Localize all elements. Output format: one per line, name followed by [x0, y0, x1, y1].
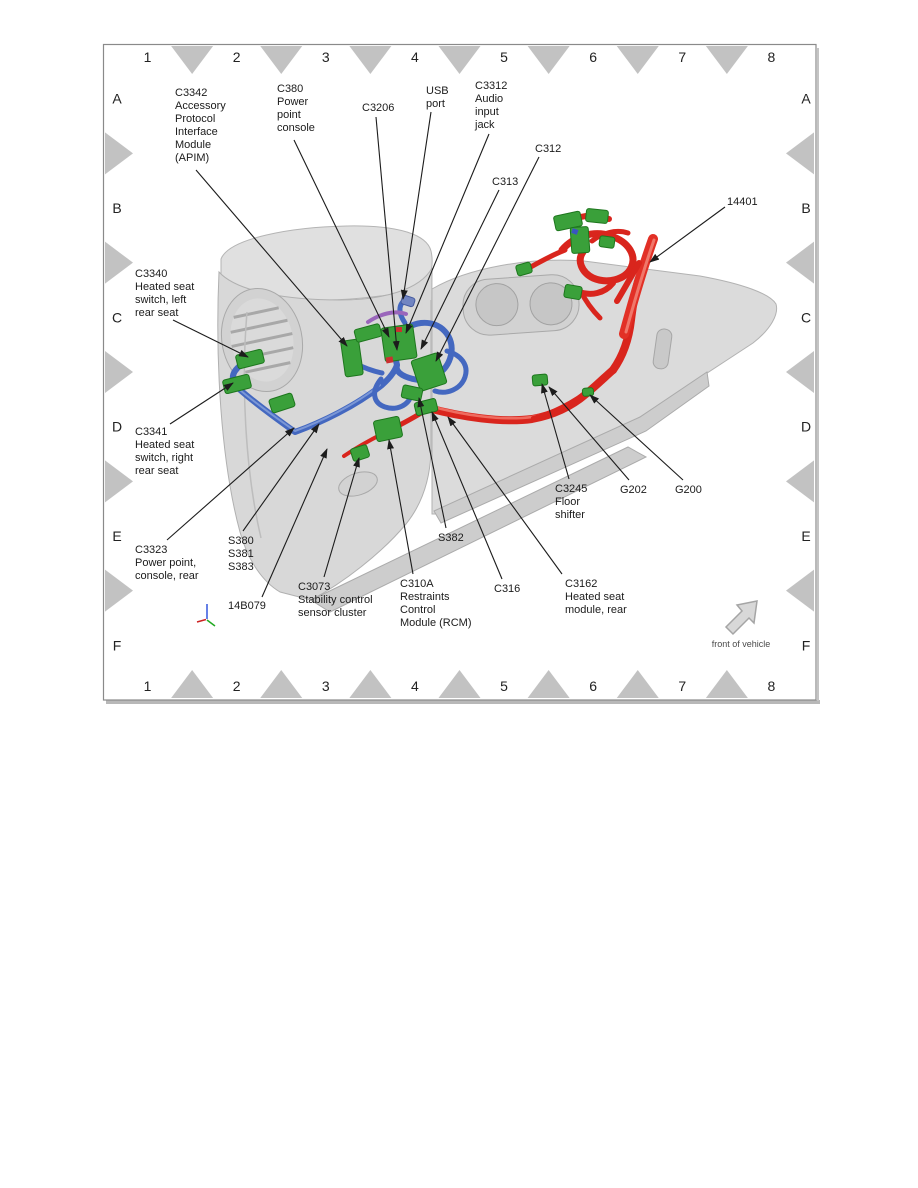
label-g200: G200 [675, 484, 702, 496]
grid-row-left-D: D [111, 418, 123, 435]
grid-col-bottom-2: 2 [232, 678, 241, 694]
grid-col-top-2: 2 [232, 49, 241, 65]
grid-col-top-7: 7 [678, 49, 687, 65]
grid-col-top-6: 6 [589, 49, 598, 65]
grid-col-bottom-8: 8 [767, 678, 776, 694]
label-s380-s381-s383: S380 S381 S383 [228, 535, 254, 573]
front-of-vehicle-label: front of vehicle [711, 639, 771, 649]
grid-col-top-5: 5 [500, 49, 508, 65]
label-c3340: C3340 Heated seat switch, left rear seat [135, 268, 195, 319]
label-c3341: C3341 Heated seat switch, right rear seat [135, 426, 195, 477]
grid-row-right-A: A [801, 90, 811, 107]
label-c3206: C3206 [362, 102, 395, 114]
label-c316: C316 [494, 583, 521, 595]
grid-row-left-F: F [112, 637, 122, 654]
grid-row-right-C: C [800, 309, 812, 326]
label-p14401: 14401 [727, 196, 758, 208]
grid-row-right-F: F [801, 637, 811, 654]
grid-row-right-D: D [800, 418, 812, 435]
grid-col-top-1: 1 [143, 49, 152, 65]
label-c3342: C3342 Accessory Protocol Interface Module (APIM) [175, 87, 226, 164]
grid-row-left-C: C [111, 309, 123, 326]
label-c3323: C3323 Power point, console, rear [135, 544, 199, 582]
rear-harness-2-connector [585, 208, 608, 223]
label-c3312: C3312 Audio input jack [475, 80, 508, 131]
grid-col-top-4: 4 [411, 49, 419, 65]
label-c380: C380 Power point console [277, 83, 315, 134]
grid-row-right-B: B [801, 200, 811, 216]
rear-harness-5-connector [564, 284, 583, 300]
label-usb-port: USB port [426, 85, 449, 110]
label-c313: C313 [492, 176, 519, 188]
label-c3073: C3073 Stability control sensor cluster [298, 581, 373, 619]
label-p14b079: 14B079 [228, 600, 266, 612]
grid-col-bottom-7: 7 [678, 678, 687, 694]
grid-col-top-3: 3 [321, 49, 330, 65]
grid-row-left-A: A [112, 90, 122, 107]
c3245-shifter-connector [532, 374, 548, 386]
grid-col-bottom-3: 3 [321, 678, 330, 694]
grid-col-bottom-4: 4 [411, 678, 419, 694]
label-s382: S382 [438, 532, 464, 544]
rear-harness-4-connector [599, 236, 615, 249]
grid-row-left-B: B [112, 200, 122, 216]
cup-holders [461, 273, 581, 337]
label-c3162: C3162 Heated seat module, rear [565, 578, 627, 616]
label-c312: C312 [535, 143, 562, 155]
grid-col-bottom-6: 6 [589, 678, 598, 694]
grid-col-bottom-5: 5 [500, 678, 508, 694]
g200-ground-connector [582, 388, 594, 397]
grid-col-top-8: 8 [767, 49, 776, 65]
label-c310a: C310A Restraints Control Module (RCM) [400, 578, 472, 629]
grid-row-right-E: E [801, 528, 811, 544]
grid-col-bottom-1: 1 [143, 678, 152, 694]
label-g202: G202 [620, 484, 647, 496]
grid-row-left-E: E [112, 528, 122, 544]
label-c3245: C3245 Floor shifter [555, 483, 588, 521]
